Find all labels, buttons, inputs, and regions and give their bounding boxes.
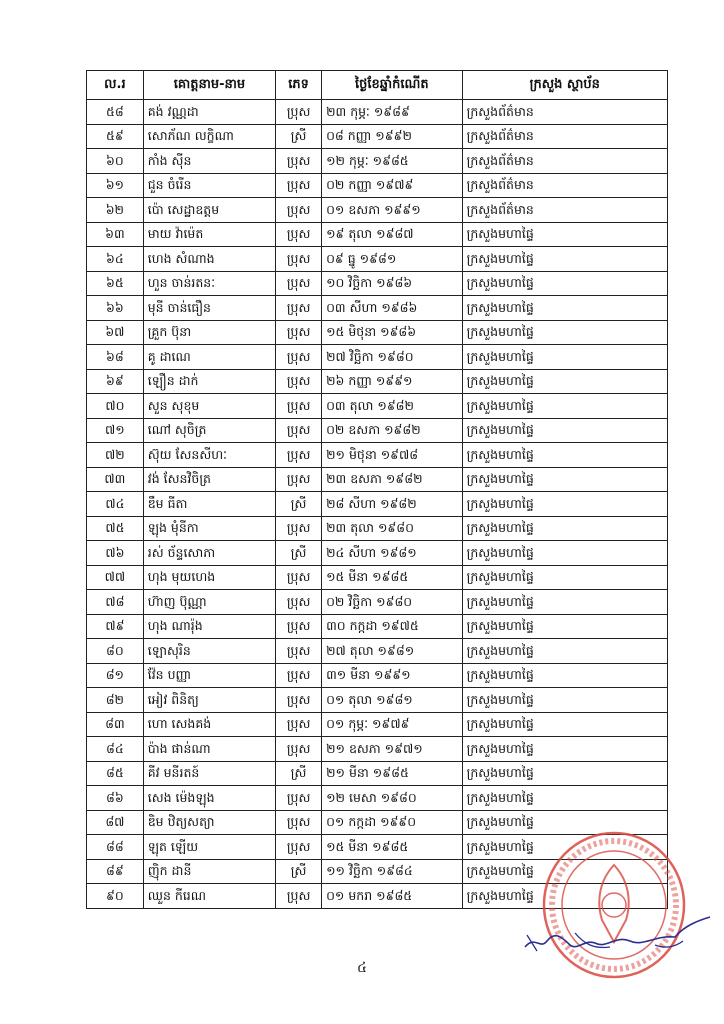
cell-number: ៥៩ xyxy=(87,124,144,149)
cell-sex: ប្រុស xyxy=(276,394,322,419)
table-row xyxy=(87,443,668,468)
cell-sex: ប្រុស xyxy=(276,198,322,223)
cell-ministry: ក្រសួងព័ត៌មាន xyxy=(462,100,667,125)
cell-name: ឡុង មុំនីកា xyxy=(143,516,275,541)
table-row xyxy=(87,345,668,370)
cell-dob: ២៤ សីហា ១៩៨១ xyxy=(322,541,463,566)
table-row xyxy=(87,590,668,615)
cell-number: ៨១ xyxy=(87,663,144,688)
cell-sex: ប្រុស xyxy=(276,222,322,247)
cell-sex: ប្រុស xyxy=(276,565,322,590)
cell-number: ៧២ xyxy=(87,443,144,468)
cell-sex: ស្រី xyxy=(276,492,322,517)
cell-number: ៦២ xyxy=(87,198,144,223)
cell-sex: ប្រុស xyxy=(276,810,322,835)
cell-sex: ប្រុស xyxy=(276,516,322,541)
cell-ministry: ក្រសួងមហាផ្ទៃ xyxy=(462,271,667,296)
cell-dob: ០៣ តុលា ១៩៨២ xyxy=(322,394,463,419)
cell-name: គីវ មនីរតន៍ xyxy=(143,761,275,786)
cell-sex: ប្រុស xyxy=(276,590,322,615)
cell-name: ហុង ណារ៉ុង xyxy=(143,614,275,639)
cell-sex: ប្រុស xyxy=(276,443,322,468)
cell-number: ៧០ xyxy=(87,394,144,419)
cell-ministry: ក្រសួងមហាផ្ទៃ xyxy=(462,247,667,272)
signature-stroke xyxy=(525,917,710,947)
cell-ministry: ក្រសួងមហាផ្ទៃ xyxy=(462,590,667,615)
cell-name: មាយ វ៉ាម៉េត xyxy=(143,222,275,247)
table-row xyxy=(87,492,668,517)
header-name: គោត្តនាម-នាម xyxy=(143,71,275,100)
cell-ministry: ក្រសួងមហាផ្ទៃ xyxy=(462,369,667,394)
cell-dob: ២៨ សីហា ១៩៨២ xyxy=(322,492,463,517)
cell-ministry: ក្រសួងមហាផ្ទៃ xyxy=(462,492,667,517)
cell-ministry: ក្រសួងមហាផ្ទៃ xyxy=(462,320,667,345)
cell-name: គូ ដាណេ xyxy=(143,345,275,370)
cell-ministry: ក្រសួងមហាផ្ទៃ xyxy=(462,663,667,688)
cell-number: ៦៧ xyxy=(87,320,144,345)
cell-ministry: ក្រសួងមហាផ្ទៃ xyxy=(462,296,667,321)
cell-dob: ៣០ កក្កដា ១៩៧៥ xyxy=(322,614,463,639)
header-dob: ថ្ងៃខែឆ្នាំកំណើត xyxy=(322,71,463,100)
table-row xyxy=(87,639,668,664)
cell-dob: ១៩ តុលា ១៩៨៧ xyxy=(322,222,463,247)
cell-number: ៥៨ xyxy=(87,100,144,125)
cell-name: ហួន ចាន់រតនៈ xyxy=(143,271,275,296)
cell-number: ៦០ xyxy=(87,149,144,174)
cell-sex: ប្រុស xyxy=(276,345,322,370)
cell-ministry: ក្រសួងមហាផ្ទៃ xyxy=(462,786,667,811)
cell-name: គង់ វណ្ណដា xyxy=(143,100,275,125)
cell-ministry: ក្រសួងមហាផ្ទៃ xyxy=(462,516,667,541)
cell-number: ៨៨ xyxy=(87,835,144,860)
cell-dob: ៣១ មីនា ១៩៩១ xyxy=(322,663,463,688)
cell-name: ហ៊ាញ ប៊ុណ្ណា xyxy=(143,590,275,615)
cell-dob: ១២ កុម្ភៈ ១៩៨៥ xyxy=(322,149,463,174)
table-row xyxy=(87,198,668,223)
cell-number: ៨០ xyxy=(87,639,144,664)
page-number: ៤ xyxy=(357,960,367,976)
cell-name: សេង ម៉េងឡុង xyxy=(143,786,275,811)
cell-name: ឌិម ឋិត្យសត្យា xyxy=(143,810,275,835)
cell-name: មុនី ចាន់ធឿន xyxy=(143,296,275,321)
cell-ministry: ក្រសួងមហាផ្ទៃ xyxy=(462,418,667,443)
cell-sex: ប្រុស xyxy=(276,737,322,762)
cell-number: ៦៨ xyxy=(87,345,144,370)
cell-ministry: ក្រសួងមហាផ្ទៃ xyxy=(462,467,667,492)
cell-ministry: ក្រសួងមហាផ្ទៃ xyxy=(462,761,667,786)
table-header-row xyxy=(87,71,668,100)
cell-ministry: ក្រសួងមហាផ្ទៃ xyxy=(462,565,667,590)
cell-number: ៦៦ xyxy=(87,296,144,321)
table-row xyxy=(87,614,668,639)
cell-name: ឡឿន ដាក់ xyxy=(143,369,275,394)
cell-sex: ប្រុស xyxy=(276,712,322,737)
cell-name: ហេង សំណាង xyxy=(143,247,275,272)
cell-number: ៨៧ xyxy=(87,810,144,835)
cell-name: ហុង មុយហេង xyxy=(143,565,275,590)
table-row xyxy=(87,173,668,198)
cell-ministry: ក្រសួងព័ត៌មាន xyxy=(462,149,667,174)
table-row xyxy=(87,737,668,762)
table-row xyxy=(87,467,668,492)
cell-ministry: ក្រសួងមហាផ្ទៃ xyxy=(462,345,667,370)
cell-dob: ០១ កុម្ភៈ ១៩៧៩ xyxy=(322,712,463,737)
cell-name: ឡុត ឡើយ xyxy=(143,835,275,860)
cell-sex: ប្រុស xyxy=(276,467,322,492)
table-row xyxy=(87,712,668,737)
cell-dob: ១៥ មិថុនា ១៩៨៦ xyxy=(322,320,463,345)
cell-number: ៨៩ xyxy=(87,859,144,884)
cell-number: ៩០ xyxy=(87,884,144,909)
cell-sex: ប្រុស xyxy=(276,835,322,860)
cell-number: ៧៥ xyxy=(87,516,144,541)
cell-name: សួន សុខុម xyxy=(143,394,275,419)
cell-number: ៧៨ xyxy=(87,590,144,615)
cell-sex: ប្រុស xyxy=(276,884,322,909)
personnel-table xyxy=(86,70,668,909)
cell-dob: ០១ មករា ១៩៨៥ xyxy=(322,884,463,909)
table-row xyxy=(87,516,668,541)
cell-dob: ២១ ឧសភា ១៩៧១ xyxy=(322,737,463,762)
cell-number: ៦៥ xyxy=(87,271,144,296)
table-row xyxy=(87,369,668,394)
signature-flourish xyxy=(527,933,683,951)
cell-dob: ០២ ឧសភា ១៩៨២ xyxy=(322,418,463,443)
cell-name: កាំង ស៊ីន xyxy=(143,149,275,174)
cell-ministry: ក្រសួងមហាផ្ទៃ xyxy=(462,810,667,835)
cell-dob: ២៧ វិច្ឆិកា ១៩៨០ xyxy=(322,345,463,370)
cell-number: ៧១ xyxy=(87,418,144,443)
cell-number: ៧៩ xyxy=(87,614,144,639)
cell-ministry: ក្រសួងមហាផ្ទៃ xyxy=(462,859,667,884)
cell-sex: ស្រី xyxy=(276,761,322,786)
cell-ministry: ក្រសួងព័ត៌មាន xyxy=(462,198,667,223)
cell-name: ស៊ុយ សែនសីហៈ xyxy=(143,443,275,468)
cell-dob: ០៣ សីហា ១៩៨៦ xyxy=(322,296,463,321)
table-row xyxy=(87,296,668,321)
cell-name: ញ៉ិក ដានី xyxy=(143,859,275,884)
header-sex: ភេទ xyxy=(276,71,322,100)
table-row xyxy=(87,761,668,786)
cell-sex: ប្រុស xyxy=(276,271,322,296)
cell-dob: ០១ ឧសភា ១៩៩១ xyxy=(322,198,463,223)
cell-number: ៧៦ xyxy=(87,541,144,566)
cell-dob: ០១ កក្កដា ១៩៩០ xyxy=(322,810,463,835)
cell-number: ៨៦ xyxy=(87,786,144,811)
cell-dob: ២៣ តុលា ១៩៨០ xyxy=(322,516,463,541)
cell-number: ៨៥ xyxy=(87,761,144,786)
cell-sex: ប្រុស xyxy=(276,688,322,713)
cell-number: ៨៤ xyxy=(87,737,144,762)
cell-ministry: ក្រសួងមហាផ្ទៃ xyxy=(462,541,667,566)
cell-dob: ២៦ កញ្ញា ១៩៩១ xyxy=(322,369,463,394)
cell-name: រស់ ច័ន្ទសោភា xyxy=(143,541,275,566)
cell-dob: ១៥ មីនា ១៩៨៥ xyxy=(322,565,463,590)
cell-dob: ២១ មីនា ១៩៨៥ xyxy=(322,761,463,786)
cell-name: ឈួន កីរេណ xyxy=(143,884,275,909)
cell-name: ប៉ោ សេដ្ឋាឧត្តម xyxy=(143,198,275,223)
cell-sex: ប្រុស xyxy=(276,418,322,443)
cell-name: សោភ័ណ លក្ខិណា xyxy=(143,124,275,149)
cell-sex: ប្រុស xyxy=(276,614,322,639)
cell-sex: ប្រុស xyxy=(276,663,322,688)
cell-number: ៦៩ xyxy=(87,369,144,394)
cell-dob: ១១ វិច្ឆិកា ១៩៨៤ xyxy=(322,859,463,884)
cell-ministry: ក្រសួងមហាផ្ទៃ xyxy=(462,443,667,468)
cell-ministry: ក្រសួងមហាផ្ទៃ xyxy=(462,688,667,713)
cell-name: គ្រួក ប៊ុនា xyxy=(143,320,275,345)
cell-ministry: ក្រសួងព័ត៌មាន xyxy=(462,124,667,149)
table-row xyxy=(87,247,668,272)
cell-dob: ០៨ កញ្ញា ១៩៩២ xyxy=(322,124,463,149)
table-row xyxy=(87,394,668,419)
cell-ministry: ក្រសួងមហាផ្ទៃ xyxy=(462,884,667,909)
cell-name: វង់ សែនវិចិត្រ xyxy=(143,467,275,492)
cell-name: ឌឹម ធីតា xyxy=(143,492,275,517)
cell-ministry: ក្រសួងមហាផ្ទៃ xyxy=(462,737,667,762)
cell-name: ប៉ាង ផាន់ណា xyxy=(143,737,275,762)
cell-sex: ស្រី xyxy=(276,859,322,884)
table-row xyxy=(87,100,668,125)
cell-ministry: ក្រសួងមហាផ្ទៃ xyxy=(462,222,667,247)
cell-name: ហោ សេងគង់ xyxy=(143,712,275,737)
table-row xyxy=(87,541,668,566)
cell-ministry: ក្រសួងមហាផ្ទៃ xyxy=(462,614,667,639)
cell-number: ៦៤ xyxy=(87,247,144,272)
table-row xyxy=(87,222,668,247)
cell-dob: ១២ មេសា ១៩៨០ xyxy=(322,786,463,811)
cell-dob: ២៣ ឧសភា ១៩៨២ xyxy=(322,467,463,492)
cell-dob: ២១ មិថុនា ១៩៧៨ xyxy=(322,443,463,468)
signature xyxy=(515,905,715,965)
cell-dob: ០២ វិច្ឆិកា ១៩៨០ xyxy=(322,590,463,615)
cell-number: ៨៣ xyxy=(87,712,144,737)
table-row xyxy=(87,663,668,688)
cell-sex: ប្រុស xyxy=(276,639,322,664)
cell-sex: ប្រុស xyxy=(276,100,322,125)
cell-dob: ១៥ មីនា ១៩៨៥ xyxy=(322,835,463,860)
cell-number: ៧៧ xyxy=(87,565,144,590)
cell-dob: ២៧ តុលា ១៩៨១ xyxy=(322,639,463,664)
cell-sex: ប្រុស xyxy=(276,369,322,394)
cell-sex: ប្រុស xyxy=(276,786,322,811)
cell-ministry: ក្រសួងព័ត៌មាន xyxy=(462,173,667,198)
table-row xyxy=(87,688,668,713)
cell-number: ៨២ xyxy=(87,688,144,713)
cell-dob: ០៩ ធ្នូ ១៩៨១ xyxy=(322,247,463,272)
cell-dob: ១០ វិច្ឆិកា ១៩៨៦ xyxy=(322,271,463,296)
cell-dob: ០២ កញ្ញា ១៩៧៩ xyxy=(322,173,463,198)
table-body xyxy=(87,100,668,909)
cell-sex: ស្រី xyxy=(276,124,322,149)
cell-dob: ២៣ កុម្ភៈ ១៩៨៩ xyxy=(322,100,463,125)
cell-dob: ០១ តុលា ១៩៨១ xyxy=(322,688,463,713)
cell-name: វ៉ែន បញ្ញា xyxy=(143,663,275,688)
table-row xyxy=(87,271,668,296)
cell-name: ឡោសុរិន xyxy=(143,639,275,664)
cell-name: ណៅ សុចិត្រ xyxy=(143,418,275,443)
cell-sex: ប្រុស xyxy=(276,296,322,321)
cell-number: ៦៣ xyxy=(87,222,144,247)
cell-ministry: ក្រសួងមហាផ្ទៃ xyxy=(462,835,667,860)
cell-sex: ស្រី xyxy=(276,541,322,566)
cell-ministry: ក្រសួងមហាផ្ទៃ xyxy=(462,639,667,664)
cell-number: ៦១ xyxy=(87,173,144,198)
table-row xyxy=(87,786,668,811)
cell-sex: ប្រុស xyxy=(276,173,322,198)
cell-number: ៧៤ xyxy=(87,492,144,517)
table-row xyxy=(87,320,668,345)
header-ministry: ក្រសួង ស្ថាប័ន xyxy=(462,71,667,100)
cell-ministry: ក្រសួងមហាផ្ទៃ xyxy=(462,712,667,737)
table-row xyxy=(87,418,668,443)
cell-ministry: ក្រសួងមហាផ្ទៃ xyxy=(462,394,667,419)
cell-name: អៀវ ពិនិត្យ xyxy=(143,688,275,713)
cell-sex: ប្រុស xyxy=(276,247,322,272)
header-number: ល.រ xyxy=(87,71,144,100)
cell-name: ជួន ចំរើន xyxy=(143,173,275,198)
table-row xyxy=(87,124,668,149)
table-row xyxy=(87,149,668,174)
cell-sex: ប្រុស xyxy=(276,320,322,345)
cell-number: ៧៣ xyxy=(87,467,144,492)
table-row xyxy=(87,565,668,590)
cell-sex: ប្រុស xyxy=(276,149,322,174)
